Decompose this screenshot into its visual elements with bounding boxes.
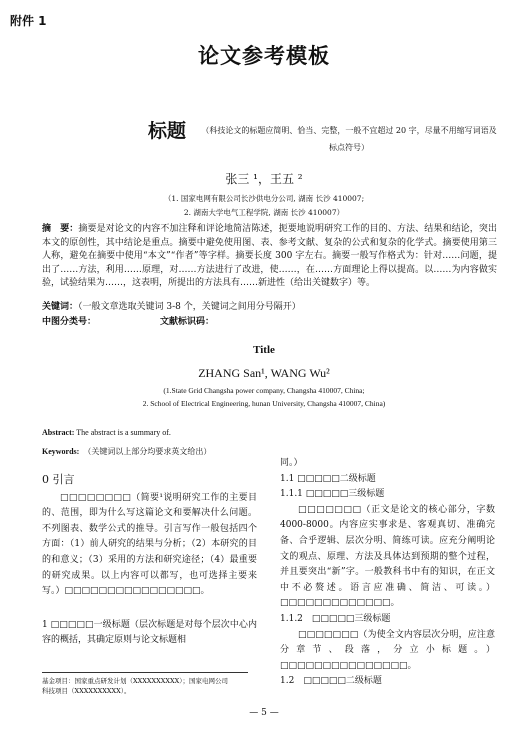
left-column (42, 472, 257, 649)
en-keywords-label: Keywords: (42, 447, 80, 456)
abstract-label: 摘 要： (42, 224, 79, 234)
section-1-text: （层次标题是对每个层次中心内容的概括，其确定原则与论文标题相 (42, 619, 257, 646)
cn-title-note: （科技论文的标题应简明、恰当、完整，一般不宜超过 20 字，尽量不用缩写词语及标点符号） (201, 126, 497, 152)
footnote-line-1: 基金项目：国家重点研发计划（XXXXXXXXXX）；国家电网公司 (42, 677, 229, 685)
body-paragraph-1-1-2: □□□□□□□（为使全文内容层次分明，应注意分章节、段落，分立小标题。）□□□□□□□□□□□□□□□。 (280, 629, 495, 671)
en-affiliation-line-2: 2. School of Electrical Engineering, hunan University, Changsha 410007, China) (142, 399, 386, 408)
heading-1-2: 1.2 □□□□□二级标题 (280, 676, 382, 687)
en-abstract-text: The abstract is a summary of. (74, 428, 171, 437)
heading-1-1-2: 1.1.2 □□□□□三级标题 (280, 613, 391, 624)
abstract (42, 223, 497, 291)
body-paragraph-1-1-1: □□□□□□□（正文是论文的核心部分，字数4000-8000。内容应实事求是、客观真切、准确完备、合乎逻辑、层次分明、简练可读。应充分阐明论文的观点、原理、方法及具体达到预期的整个过程，并且要突出“新”字。一般教科书中有的知识，在正文中不必赘述。语言应准确、简洁、可读。）□□□□□□□□□□□□□。 (280, 504, 495, 609)
section-1-block (42, 618, 257, 649)
section-1-heading: 1 □□□□□一级标题 (42, 619, 130, 630)
page-number: — 5 — (249, 708, 279, 718)
doc-code-label: 文献标识码： (160, 317, 215, 327)
attachment-label: 附件 1 (10, 14, 47, 28)
en-keywords-text: （关键词以上部分均要求英文给出） (83, 447, 212, 456)
affiliations (0, 192, 528, 220)
abstract-text: 摘要是对论文的内容不加注释和评论地简洁陈述，扼要地说明研究工作的目的、方法、结果和结论，突出本文的原创性，其中结论是重点。摘要中避免使用图、表、参考文献、复杂的公式和复杂的化学式。摘要使用第三人称，避免在摘要中使用“本文”“作者”等字样。摘要长度 300 字左右。摘要一般写作格式为：针对……问题，提出了……方法，利用……原理，对……方法进行了改进，使……，在……方面理论上得以提高。以……为内容做实验，试验结果为……，这表明，所提出的方法具有……新进性（给出关键数字）等。 (42, 224, 497, 288)
continued-text: 同。） (280, 458, 303, 468)
footnote-divider (42, 672, 248, 673)
affiliation-line-2: 2. 湖南大学电气工程学院, 湖南 长沙 410007） (183, 208, 345, 217)
intro-paragraph: □□□□□□□□（简要¹说明研究工作的主要目的、范围，即为什么写这篇论文和要解决什么问题。不列图表、数学公式的推导。引言写作一般包括四个方面：（1）前人研究的结果与分析；（2）本研究的目的和意义；（3）采用的方法和研究途径；（4）最重要的研究成果。以上内容可以都写，也可选择主要来写。）□□□□□□□□□□□□□□□□。 (42, 492, 257, 597)
en-affiliations (0, 384, 528, 410)
en-abstract (42, 428, 171, 437)
en-abstract-label: Abstract: (42, 428, 75, 437)
en-authors: ZHANG San¹, WANG Wu² (198, 366, 330, 380)
footnote-line-2: 科技项目（XXXXXXXXXX）。 (42, 687, 131, 695)
right-column (280, 456, 495, 690)
keywords-label: 关键词： (42, 302, 79, 312)
heading-1-1-1: 1.1.1 □□□□□三级标题 (280, 489, 385, 500)
affiliation-line-1: （1. 国家电网有限公司长沙供电分公司, 湖南 长沙 410007; (163, 194, 365, 203)
en-affiliation-line-1: (1.State Grid Changsha power company, Changsha 410007, China; (163, 386, 365, 395)
en-title: Title (253, 344, 275, 356)
classification-line (42, 314, 214, 327)
cn-title: 标题 (148, 120, 187, 142)
footnotes (42, 676, 262, 696)
keywords-text: （一般文章选取关键词 3-8 个，关键词之间用分号隔开） (78, 302, 301, 312)
intro-heading: 0 引言 (42, 473, 75, 486)
authors: 张三 ¹，王五 ² (225, 172, 303, 186)
en-keywords (42, 446, 211, 457)
template-title: 论文参考模板 (198, 43, 330, 68)
heading-1-1: 1.1 □□□□□二级标题 (280, 473, 376, 484)
clc-label: 中图分类号： (42, 317, 97, 327)
keywords (42, 299, 497, 312)
